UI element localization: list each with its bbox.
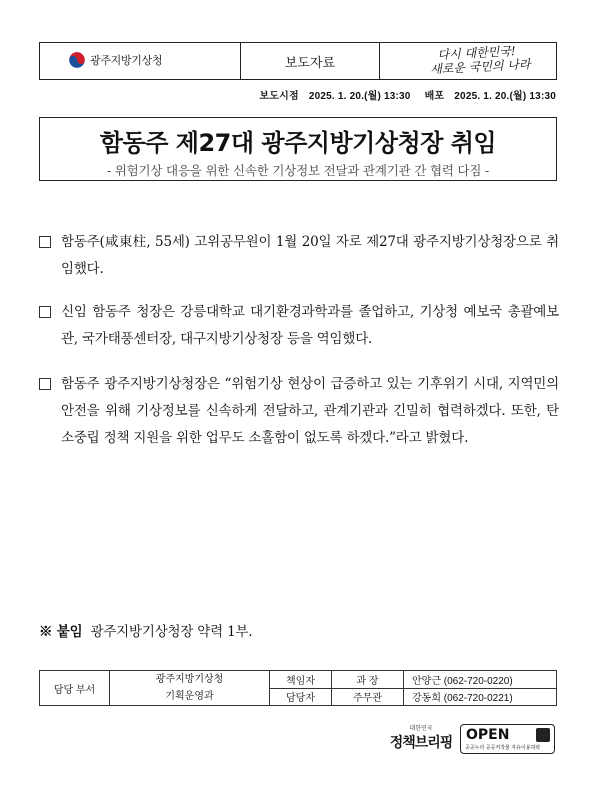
paragraph-text: 신임 함동주 청장은 강릉대학교 대기환경과학과를 졸업하고, 기상청 예보국 총괄예보관, 국가태풍센터장, 대구지방기상청장 등을 역임했다. bbox=[61, 304, 559, 347]
person-cell: 안양근 (062-720-0220) bbox=[404, 671, 557, 689]
report-value: 2025. 1. 20.(월) 13:30 bbox=[308, 91, 411, 102]
dist-value: 2025. 1. 20.(월) 13:30 bbox=[454, 91, 556, 102]
attachment-mark: ※ 붙임 bbox=[39, 624, 83, 640]
person-cell: 강동희 (062-720-0221) bbox=[404, 688, 557, 706]
open-text: OPEN bbox=[466, 727, 510, 743]
doc-type-label: 보도자료 bbox=[240, 43, 380, 79]
title-box bbox=[39, 117, 557, 181]
open-license-icon bbox=[536, 728, 550, 742]
table-row bbox=[40, 671, 557, 689]
dist-label: 배포 bbox=[424, 91, 445, 102]
brief-small-text: 대한민국 bbox=[409, 726, 433, 732]
page-title: 함동주 제27대 광주지방기상청장 취임 bbox=[99, 129, 497, 157]
release-dates bbox=[259, 87, 556, 102]
taeguk-emblem-icon bbox=[68, 51, 86, 69]
checkbox-bullet-icon bbox=[39, 236, 51, 248]
role-cell: 책임자 bbox=[270, 671, 332, 689]
org-line1: 광주지방기상청 bbox=[155, 674, 224, 685]
paragraph-text: 함동주 광주지방기상청장은 “위험기상 현상이 급증하고 있는 기후위기 시대, 지역민의 안전을 위해 기상정보를 신속하게 전달하고, 관계기관과 긴밀히 협력하겠다. 또한, 탄소중립 정책 지원을 위한 업무도 소홀함이 없도록 하겠다.”라고 밝혔다. bbox=[61, 376, 559, 446]
checkbox-bullet-icon bbox=[39, 378, 51, 390]
agency-name: 광주지방기상청 bbox=[90, 55, 163, 67]
attachment-note bbox=[39, 620, 252, 640]
open-caption: 공공누리 공공저작물 자유이용허락 bbox=[465, 745, 541, 751]
paragraph-2 bbox=[39, 299, 559, 353]
header-box bbox=[39, 42, 557, 80]
paragraph-text: 함동주(咸東柱, 55세) 고위공무원이 1월 20일 자로 제27대 광주지방기상청장으로 취임했다. bbox=[61, 234, 559, 277]
position-cell: 과 장 bbox=[332, 671, 404, 689]
dept-org bbox=[110, 671, 270, 706]
slogan-line1: 다시 대한민국! bbox=[437, 43, 517, 63]
paragraph-1 bbox=[39, 229, 559, 283]
contact-table bbox=[39, 670, 557, 706]
distribution-time bbox=[425, 87, 556, 102]
org-line2: 기획운영과 bbox=[165, 691, 214, 702]
agency-logo bbox=[68, 51, 162, 69]
role-cell: 담당자 bbox=[270, 688, 332, 706]
brief-big-text: 정책브리핑 bbox=[389, 735, 453, 751]
dept-label: 담당 부서 bbox=[40, 671, 110, 706]
slogan-line2: 새로운 국민의 나라 bbox=[429, 57, 531, 77]
kogl-open-logo bbox=[460, 724, 555, 754]
page-subtitle: - 위험기상 대응을 위한 신속한 기상정보 전달과 관계기관 간 협력 다짐 - bbox=[106, 163, 490, 178]
slogan bbox=[401, 42, 552, 78]
position-cell: 주무관 bbox=[332, 688, 404, 706]
policy-briefing-logo bbox=[386, 723, 456, 752]
checkbox-bullet-icon bbox=[39, 306, 51, 318]
attachment-text: 광주지방기상청장 약력 1부. bbox=[90, 624, 253, 640]
report-time bbox=[259, 87, 410, 102]
paragraph-3 bbox=[39, 371, 559, 452]
report-label: 보도시점 bbox=[259, 91, 299, 102]
